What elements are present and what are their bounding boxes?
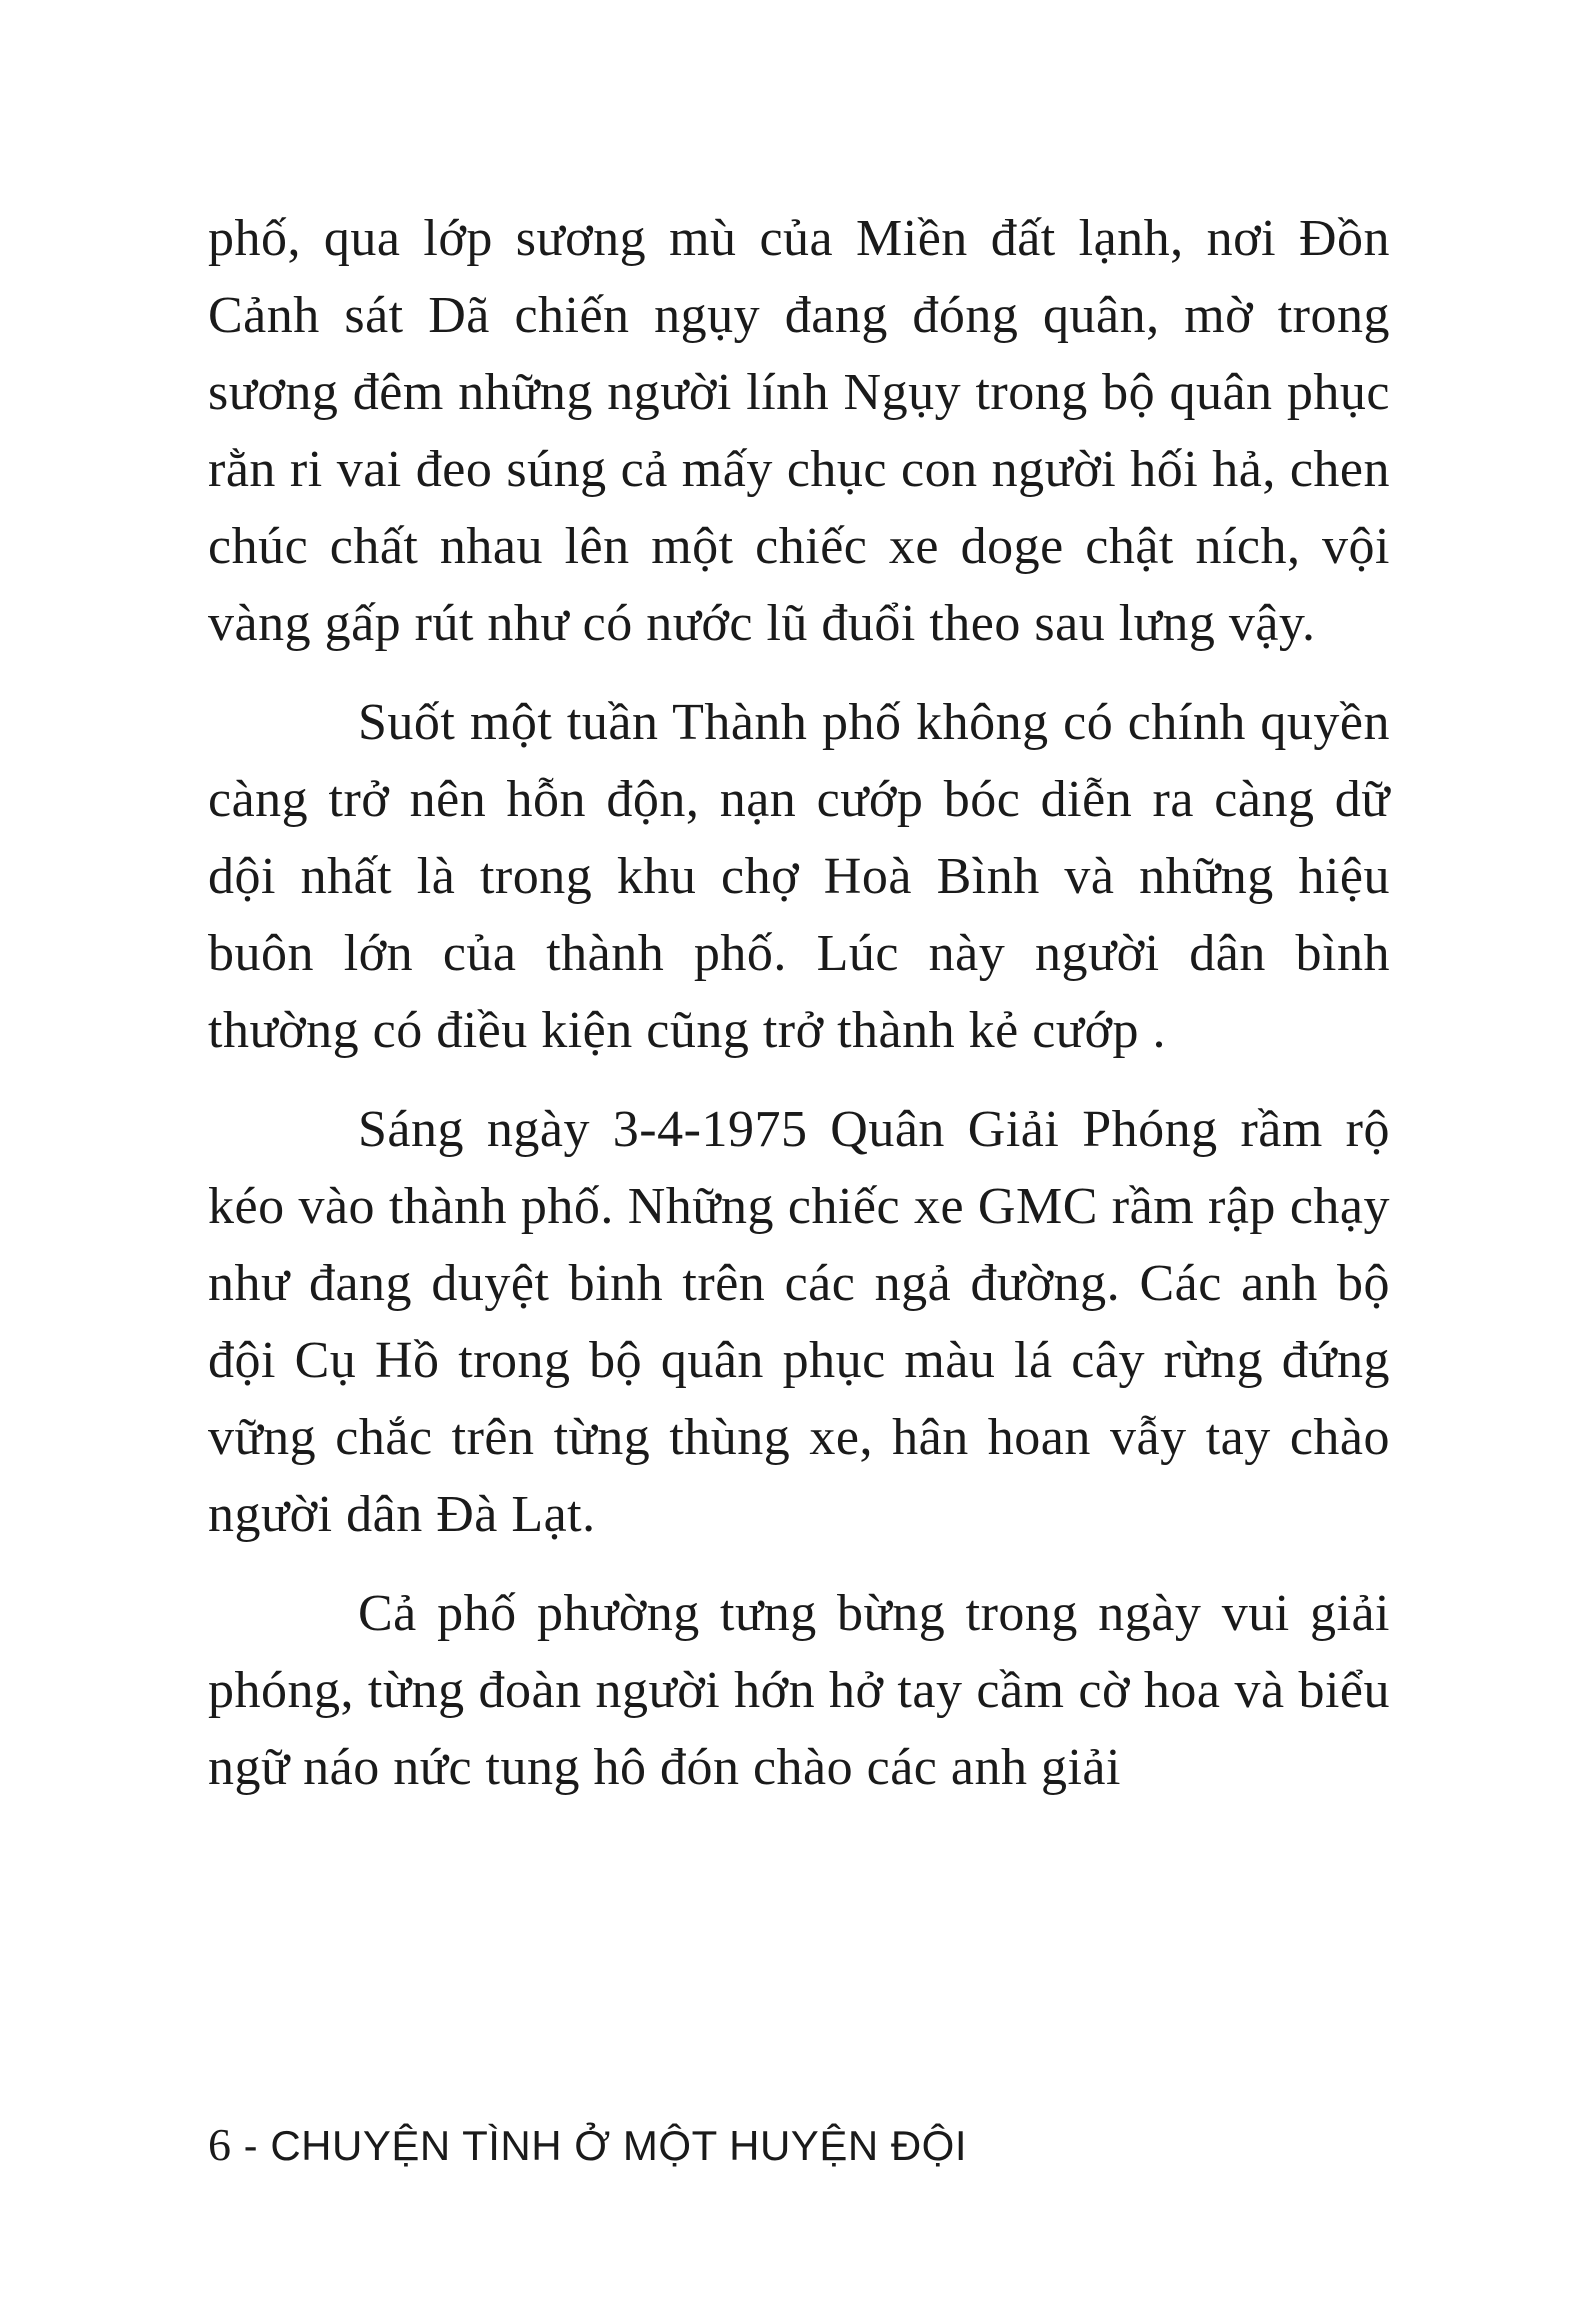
body-text xyxy=(208,200,1390,1806)
page-footer xyxy=(208,2115,967,2176)
paragraph-2: Suốt một tuần Thành phố không có chính quyền càng trở nên hỗn độn, nạn cướp bóc diễn ra càng dữ dội nhất là trong khu chợ Hoà Bình và những hiệu buôn lớn của thành phố. Lúc này người dân bình thường có điều kiện cũng trở thành kẻ cướp . xyxy=(208,694,1390,1059)
running-title: CHUYỆN TÌNH Ở MỘT HUYỆN ĐỘI xyxy=(270,2122,968,2169)
footer-separator: - xyxy=(231,2122,271,2169)
paragraph-1: phố, qua lớp sương mù của Miền đất lạnh, nơi Đồn Cảnh sát Dã chiến ngụy đang đóng quân, mờ trong sương đêm những người lính Ngụy trong bộ quân phục rằn ri vai đeo súng cả mấy chục con người hối hả, chen chúc chất nhau lên một chiếc xe doge chật ních, vội vàng gấp rút như có nước lũ đuổi theo sau lưng vậy. xyxy=(208,210,1390,652)
paragraph-4: Cả phố phường tưng bừng trong ngày vui giải phóng, từng đoàn người hớn hở tay cầm cờ hoa và biểu ngữ náo nức tung hô đón chào các anh giải xyxy=(208,1585,1390,1796)
page-number: 6 xyxy=(208,2119,232,2170)
paragraph-3: Sáng ngày 3-4-1975 Quân Giải Phóng rầm rộ kéo vào thành phố. Những chiếc xe GMC rầm rập chạy như đang duyệt binh trên các ngả đường. Các anh bộ đội Cụ Hồ trong bộ quân phục màu lá cây rừng đứng vững chắc trên từng thùng xe, hân hoan vẫy tay chào người dân Đà Lạt. xyxy=(208,1101,1390,1543)
